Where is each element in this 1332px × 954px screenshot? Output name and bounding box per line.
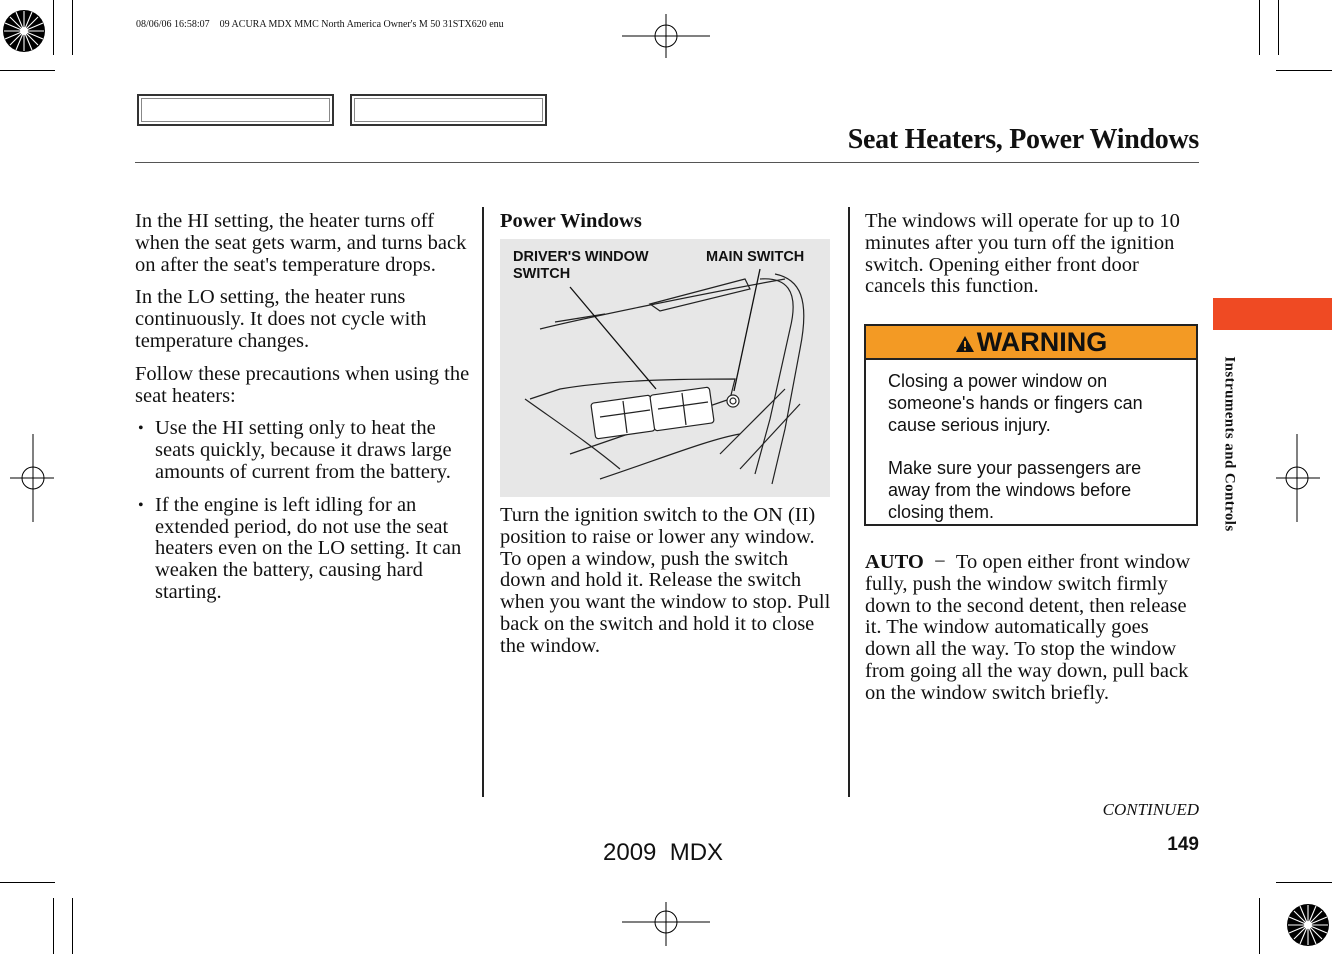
list-item: • If the engine is left idling for an extended period, do not use the seat heaters even on the LO setting. It can weaken the battery, causing hard starting. (135, 495, 471, 604)
section-tab-marker (1213, 298, 1332, 330)
auto-text: To open either front window fully, push the window switch firmly down to the second detent, then release it. The window automatically goes down all the way. To stop the window from going all the way down, pull back on the window switch briefly. (865, 551, 1191, 704)
driver-window-switch-label: DRIVER'S WINDOW SWITCH (513, 249, 649, 282)
nav-button-next[interactable] (350, 94, 547, 126)
auto-dash: − (934, 551, 946, 573)
paragraph: The windows will operate for up to 10 minutes after you turn off the ignition switch. Opening either front door cancels this function. (865, 210, 1180, 298)
registration-crosshair-icon (622, 902, 710, 946)
paragraph: Turn the ignition switch to the ON (II) position to raise or lower any window. To open a window, push the switch down and hold it. Release the switch when you want the window to stop. Pull back on the switch and hold it to close the window. (500, 504, 831, 657)
crop-mark (0, 882, 55, 883)
warning-triangle-icon (955, 328, 975, 360)
crop-mark (1278, 0, 1279, 55)
warning-body (866, 360, 1196, 523)
column-3-intro (865, 211, 1201, 309)
column-divider (848, 207, 850, 797)
registration-crosshair-icon (622, 14, 710, 58)
power-window-figure (500, 239, 830, 497)
precaution-list (135, 418, 471, 603)
registration-sunburst-icon (1285, 902, 1331, 948)
warning-line: Make sure your passengers are away from the windows before closing them. (888, 458, 1142, 522)
main-switch-label: MAIN SWITCH (706, 249, 805, 265)
section-tab-label: Instruments and Controls (1221, 356, 1238, 532)
crop-mark (53, 0, 54, 55)
header-rule (135, 162, 1199, 163)
column-divider (482, 207, 484, 797)
warning-header (866, 326, 1196, 360)
auto-term: AUTO (865, 551, 924, 573)
paragraph: In the HI setting, the heater turns off when the seat gets warm, and turns back on after the seat's temperature drops. (135, 210, 467, 276)
warning-line: Closing a power window on someone's hands or fingers can cause serious injury. (888, 371, 1143, 435)
warning-heading: WARNING (976, 327, 1108, 357)
crop-mark (72, 898, 73, 954)
registration-crosshair-icon (10, 434, 54, 522)
continued-label: CONTINUED (1102, 800, 1199, 819)
auto-paragraph (865, 552, 1199, 705)
crop-mark (1259, 898, 1260, 954)
page-number: 149 (1167, 834, 1199, 855)
column-2-text (500, 505, 832, 669)
paragraph: In the LO setting, the heater runs continuously. It does not cycle with temperature changes. (135, 286, 427, 352)
print-slug: 08/06/06 16:58:07 09 ACURA MDX MMC North America Owner's M 50 31STX620 enu (136, 19, 504, 30)
crop-mark (0, 70, 55, 71)
column-1 (135, 211, 471, 615)
registration-sunburst-icon (1, 8, 47, 54)
crop-mark (72, 0, 73, 55)
warning-box (864, 324, 1198, 526)
nav-button-previous[interactable] (137, 94, 334, 126)
paragraph: Follow these precautions when using the seat heaters: (135, 362, 470, 407)
crop-mark (1259, 0, 1260, 55)
section-heading: Power Windows (500, 210, 642, 232)
footer-model: 2009 MDX (603, 839, 724, 866)
list-item: • Use the HI setting only to heat the seats quickly, because it draws large amounts of current from the battery. (135, 418, 471, 483)
crop-mark (1276, 882, 1332, 883)
crop-mark (53, 898, 54, 954)
registration-crosshair-icon (1276, 434, 1320, 522)
page-title: Seat Heaters, Power Windows (847, 124, 1199, 155)
crop-mark (1276, 70, 1332, 71)
